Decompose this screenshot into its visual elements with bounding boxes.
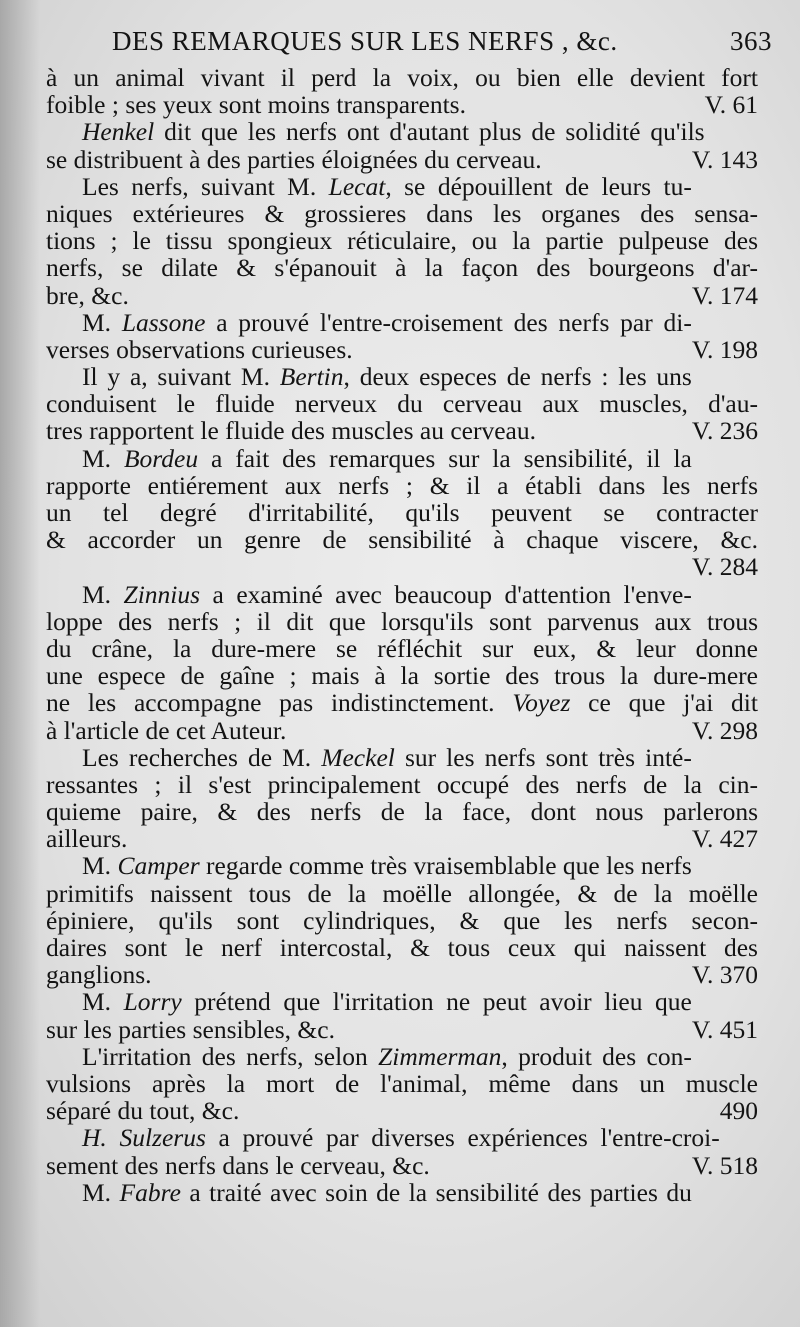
entry-paragraph [46,118,758,172]
line-text: séparé du tout, &c. [46,1096,240,1126]
line-text: sur les parties sensibles, &c. [46,1014,335,1044]
text-line [46,1016,758,1043]
volume-reference: 490 [719,1096,758,1126]
text-line [46,336,758,363]
volume-reference: V. 236 [691,416,758,446]
author-name: Fabre [119,1177,181,1207]
running-head [112,26,772,57]
entry-paragraph [46,309,758,363]
entry-paragraph [46,1043,758,1125]
author-name: Bertin [279,362,344,392]
text-line [46,553,758,580]
entry-paragraph [46,1179,758,1206]
text-line [46,852,758,879]
entry-paragraph [46,744,758,853]
text-line [46,744,758,771]
text-line [46,64,758,91]
text-line [46,363,758,390]
text-line [46,880,758,907]
text-line [46,581,758,608]
author-name: Lorry [123,987,182,1017]
line-text: dit que les nerfs ont d'autant plus de solidité qu'ils [154,117,705,147]
text-line [46,717,758,744]
text-line [46,200,758,227]
entry-paragraph [46,64,758,118]
text-line [46,907,758,934]
author-name: Camper [117,851,200,881]
text-line [46,1124,758,1151]
line-text: épiniere, qu'ils sont cylindriques, & que les nerfs secon- [46,905,758,935]
text-line [46,118,758,145]
text-line [46,689,758,716]
line-text: verses observations curieuses. [46,334,353,364]
line-text: regarde comme très vraisemblable que les nerfs [199,851,692,881]
line-text: loppe des nerfs ; il dit que lorsqu'ils sont parvenus aux trous [46,606,758,636]
binding-shadow [0,0,40,1327]
volume-reference: V. 451 [691,1014,758,1044]
line-text: a examiné avec beaucoup d'attention l'enve- [200,579,692,609]
line-text: prétend que l'irritation ne peut avoir lieu que [181,987,692,1017]
line-text: vulsions après la mort de l'animal, même dans un muscle [46,1068,758,1098]
text-line [46,146,758,173]
entry-paragraph [46,581,758,744]
entry-paragraph [46,988,758,1042]
line-text: bre, &c. [46,280,129,310]
volume-reference: V. 427 [691,824,758,854]
line-text: M. [82,1177,120,1207]
line-text: M. [82,307,122,337]
text-line [46,309,758,336]
volume-reference: V. 198 [691,334,758,364]
line-text: une espece de gaîne ; mais à la sortie des trous la dure-mere [46,661,758,691]
line-text: tres rapportent le fluide des muscles au cerveau. [46,416,536,446]
line-text: ce que j'ai dit [570,688,758,718]
text-line [46,1179,758,1206]
line-text: sement des nerfs dans le cerveau, &c. [46,1150,430,1180]
line-text: un tel degré d'irritabilité, qu'ils peuvent se contracter [46,498,758,527]
line-text: Les nerfs, suivant M. [82,171,329,201]
volume-reference: V. 174 [691,280,758,310]
author-name: Zinnius [123,579,201,609]
line-text: primitifs naissent tous de la moëlle allongée, & de la moëlle [46,878,758,908]
volume-reference: V. 298 [691,715,758,745]
line-text: , produit des con- [501,1041,692,1071]
text-line [46,417,758,444]
line-text: foible ; ses yeux sont moins transparents. [46,90,466,120]
entry-paragraph [46,173,758,309]
volume-reference: V. 284 [691,552,758,582]
author-name: Bordeu [123,443,199,473]
author-name: H. Sulzerus [82,1123,206,1153]
line-text: M. [82,579,124,609]
volume-reference: V. 518 [691,1150,758,1180]
line-text: , deux especes de nerfs : les uns [343,362,692,392]
page-number: 363 [730,26,772,56]
entry-paragraph [46,445,758,581]
text-line [46,499,758,526]
line-text: M. [82,851,118,881]
line-text: M. [82,443,124,473]
line-text: a fait des remarques sur la sensibilité, il la [198,443,692,473]
author-name: Zimmerman [378,1041,502,1071]
text-line [46,282,758,309]
line-text: tions ; le tissu spongieux réticulaire, ou la partie pulpeuse des [46,226,758,256]
text-line [46,934,758,961]
text-line [46,526,758,553]
text-line [46,1097,758,1124]
line-text: niques extérieures & grossieres dans les organes des sensa- [46,198,758,228]
volume-reference: V. 61 [704,90,758,120]
text-line [46,1070,758,1097]
text-line [46,798,758,825]
line-text: M. [82,987,124,1017]
entry-paragraph [46,363,758,445]
line-text: , se dépouillent de leurs tu- [385,171,692,201]
text-line [46,662,758,689]
line-text: à un animal vivant il perd la voix, ou bien elle devient fort [46,63,758,92]
line-text: quieme paire, & des nerfs de la face, dont nous parlerons [46,797,758,827]
line-text: L'irritation des nerfs, selon [82,1041,379,1071]
running-head-title: DES REMARQUES SUR LES NERFS , &c. [112,26,618,56]
line-text: a traité avec soin de la sensibilité des parties du [180,1177,692,1207]
text-line [46,608,758,635]
author-name: Henkel [82,117,155,147]
text-line [46,472,758,499]
text-line [46,825,758,852]
text-line [46,1043,758,1070]
text-line [46,254,758,281]
line-text: ressantes ; il s'est principalement occupé des nerfs de la cin- [46,769,758,799]
line-text: conduisent le fluide nerveux du cerveau aux muscles, d'au- [46,389,758,419]
line-text: du crâne, la dure-mere se réfléchit sur eux, & leur donne [46,633,758,663]
text-line [46,771,758,798]
line-text: ganglions. [46,960,152,990]
line-text: Les recherches de M. [82,742,322,772]
line-text: Il y a, suivant M. [82,362,280,392]
text-line [46,445,758,472]
text-line [46,1152,758,1179]
author-name: Lecat [328,171,386,201]
text-line [46,635,758,662]
volume-reference: V. 143 [691,144,758,174]
line-text: rapporte entiérement aux nerfs ; & il a établi dans les nerfs [46,470,758,500]
body-text [46,64,758,1206]
line-text: a prouvé par diverses expériences l'entre-croi- [205,1123,720,1153]
line-text: daires sont le nerf intercostal, & tous ceux qui naissent des [46,933,758,962]
volume-reference: V. 370 [691,960,758,990]
cross-reference: Voyez [512,688,571,718]
line-text: sur les nerfs sont très inté- [394,742,692,772]
line-text: nerfs, se dilate & s'épanouit à la façon des bourgeons d'ar- [46,253,758,283]
line-text: ne les accompagne pas indistinctement. [46,688,513,718]
text-line [46,227,758,254]
entry-paragraph [46,1124,758,1178]
text-line [46,173,758,200]
text-line [46,988,758,1015]
line-text: à l'article de cet Auteur. [46,715,287,745]
line-text: & accorder un genre de sensibilité à chaque viscere, &c. [46,525,758,555]
text-line [46,390,758,417]
text-line [46,961,758,988]
line-text: a prouvé l'entre-croisement des nerfs par di- [205,307,692,337]
line-text: se distribuent à des parties éloignées du cerveau. [46,144,542,174]
author-name: Lassone [121,307,206,337]
author-name: Meckel [321,742,395,772]
text-line [46,91,758,118]
entry-paragraph [46,852,758,988]
line-text: ailleurs. [46,824,128,854]
